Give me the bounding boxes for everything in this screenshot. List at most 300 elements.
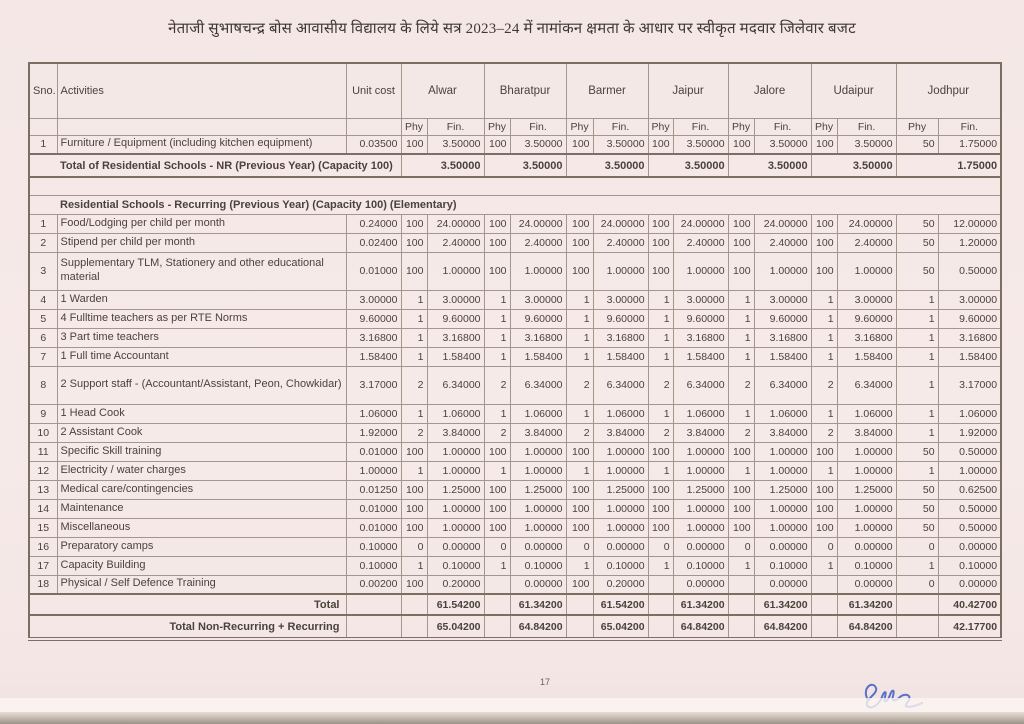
fin-cell: 0.00000: [938, 537, 1001, 556]
fin-cell: 3.00000: [593, 290, 648, 309]
fin-cell: 1.25000: [593, 480, 648, 499]
fin-cell: 3.16800: [754, 328, 811, 347]
phy-cell: 2: [728, 423, 754, 442]
empty-header-cell: [57, 118, 346, 135]
fin-total-cell: 61.34200: [754, 594, 811, 615]
phy-cell: 1: [896, 309, 938, 328]
district-header: Bharatpur: [484, 63, 566, 118]
phy-cell: 1: [728, 309, 754, 328]
fin-cell: 0.10000: [837, 556, 896, 575]
phy-cell: 1: [401, 309, 427, 328]
phy-cell: 100: [728, 499, 754, 518]
phy-cell: 0: [896, 575, 938, 594]
fin-total-cell: 3.50000: [484, 154, 566, 177]
phy-cell: [401, 615, 427, 639]
phy-cell: 100: [648, 518, 673, 537]
fin-cell: 0.50000: [938, 442, 1001, 461]
phy-cell: [896, 615, 938, 639]
fin-cell: 1.20000: [938, 233, 1001, 252]
phy-cell: 1: [728, 556, 754, 575]
unit-cost-cell: 1.92000: [346, 423, 401, 442]
phy-cell: 100: [648, 442, 673, 461]
fin-total-cell: 61.54200: [427, 594, 484, 615]
unit-cost-cell: 0.01000: [346, 442, 401, 461]
fin-total-cell: 64.84200: [837, 615, 896, 639]
fin-header: Fin.: [754, 118, 811, 135]
phy-cell: 100: [484, 518, 510, 537]
table-row: [29, 461, 1001, 480]
phy-cell: 0: [728, 537, 754, 556]
phy-cell: 1: [728, 290, 754, 309]
phy-cell: 100: [566, 135, 593, 154]
phy-cell: 2: [811, 423, 837, 442]
fin-cell: 1.92000: [938, 423, 1001, 442]
fin-cell: 2.40000: [593, 233, 648, 252]
phy-cell: 50: [896, 135, 938, 154]
sno-cell: 14: [29, 499, 57, 518]
fin-cell: 1.00000: [427, 252, 484, 290]
district-header: Jodhpur: [896, 63, 1001, 118]
phy-cell: 100: [566, 480, 593, 499]
table-row: [29, 442, 1001, 461]
table-row: [29, 135, 1001, 154]
fin-header: Fin.: [593, 118, 648, 135]
phy-cell: 100: [811, 252, 837, 290]
phy-cell: 1: [648, 556, 673, 575]
table-row: [29, 328, 1001, 347]
fin-total-cell: 40.42700: [938, 594, 1001, 615]
unit-cost-cell: [346, 594, 401, 615]
phy-header: Phy: [896, 118, 938, 135]
phy-cell: [648, 615, 673, 639]
sno-cell: 11: [29, 442, 57, 461]
phy-cell: 100: [648, 499, 673, 518]
phy-cell: 100: [728, 518, 754, 537]
phy-cell: 1: [484, 290, 510, 309]
fin-cell: 3.84000: [427, 423, 484, 442]
phy-cell: 1: [484, 404, 510, 423]
fin-total-cell: 61.54200: [593, 594, 648, 615]
empty-header-cell: [346, 118, 401, 135]
phy-cell: [896, 594, 938, 615]
table-row: [29, 499, 1001, 518]
table-row: [29, 404, 1001, 423]
fin-cell: 1.06000: [510, 404, 566, 423]
phy-cell: 100: [401, 442, 427, 461]
spacer-cell: [29, 177, 1001, 195]
fin-cell: 3.00000: [427, 290, 484, 309]
table-row: [29, 518, 1001, 537]
fin-cell: 1.25000: [673, 480, 728, 499]
phy-cell: 1: [896, 328, 938, 347]
fin-cell: 2.40000: [427, 233, 484, 252]
sno-cell: 6: [29, 328, 57, 347]
fin-cell: 1.00000: [837, 499, 896, 518]
fin-header: Fin.: [510, 118, 566, 135]
phy-cell: 1: [566, 347, 593, 366]
fin-cell: 0.00000: [673, 575, 728, 594]
fin-cell: 3.84000: [673, 423, 728, 442]
fin-header: Fin.: [837, 118, 896, 135]
fin-cell: 1.00000: [510, 518, 566, 537]
unit-cost-cell: 0.01250: [346, 480, 401, 499]
sno-cell: 3: [29, 252, 57, 290]
phy-cell: 0: [566, 537, 593, 556]
phy-cell: 1: [896, 556, 938, 575]
fin-cell: 1.58400: [593, 347, 648, 366]
district-header: Udaipur: [811, 63, 896, 118]
phy-cell: 2: [401, 423, 427, 442]
activity-cell: Specific Skill training: [57, 442, 346, 461]
fin-cell: 1.06000: [938, 404, 1001, 423]
unit-cost-cell: 0.01000: [346, 518, 401, 537]
fin-cell: 1.00000: [427, 499, 484, 518]
phy-cell: 100: [648, 233, 673, 252]
phy-cell: 1: [648, 347, 673, 366]
fin-cell: 1.00000: [673, 252, 728, 290]
total-label-cell: Total of Residential Schools - NR (Previous Year) (Capacity 100): [29, 154, 401, 177]
fin-cell: 0.00000: [754, 575, 811, 594]
table-row: [29, 480, 1001, 499]
fin-cell: 3.16800: [673, 328, 728, 347]
unit-cost-cell: 0.01000: [346, 252, 401, 290]
fin-cell: 24.00000: [510, 214, 566, 233]
fin-cell: 0.50000: [938, 518, 1001, 537]
fin-cell: 1.06000: [837, 404, 896, 423]
phy-cell: 100: [566, 575, 593, 594]
header-districts-row: [29, 63, 1001, 118]
phy-cell: 100: [401, 233, 427, 252]
phy-cell: 50: [896, 252, 938, 290]
phy-cell: [811, 594, 837, 615]
activity-cell: Medical care/contingencies: [57, 480, 346, 499]
table-row: [29, 252, 1001, 290]
fin-cell: 1.00000: [673, 518, 728, 537]
fin-cell: 9.60000: [673, 309, 728, 328]
fin-cell: 3.16800: [427, 328, 484, 347]
fin-cell: 24.00000: [673, 214, 728, 233]
unit-cost-cell: 1.00000: [346, 461, 401, 480]
fin-cell: 1.06000: [673, 404, 728, 423]
phy-cell: 1: [648, 404, 673, 423]
phy-cell: 100: [648, 480, 673, 499]
sno-cell: 1: [29, 214, 57, 233]
phy-cell: 2: [566, 423, 593, 442]
fin-cell: 1.25000: [754, 480, 811, 499]
phy-cell: [566, 615, 593, 639]
fin-cell: 3.16800: [938, 328, 1001, 347]
fin-cell: 0.00000: [593, 537, 648, 556]
fin-cell: 1.00000: [673, 499, 728, 518]
total-row: [29, 615, 1001, 639]
fin-cell: 1.00000: [938, 461, 1001, 480]
table-row: [29, 575, 1001, 594]
budget-table: [28, 62, 1002, 641]
table-row: [29, 556, 1001, 575]
phy-cell: 100: [728, 233, 754, 252]
phy-cell: 1: [811, 404, 837, 423]
phy-cell: 2: [728, 366, 754, 404]
phy-cell: 1: [896, 461, 938, 480]
sno-cell: 7: [29, 347, 57, 366]
phy-cell: 100: [648, 214, 673, 233]
fin-cell: 1.00000: [593, 252, 648, 290]
sno-cell: 18: [29, 575, 57, 594]
phy-cell: 2: [566, 366, 593, 404]
phy-cell: 100: [811, 214, 837, 233]
fin-cell: 2.40000: [837, 233, 896, 252]
fin-cell: 6.34000: [673, 366, 728, 404]
phy-cell: 1: [566, 309, 593, 328]
fin-cell: 3.00000: [673, 290, 728, 309]
fin-cell: 3.00000: [754, 290, 811, 309]
fin-cell: 1.58400: [510, 347, 566, 366]
fin-cell: 3.50000: [673, 135, 728, 154]
phy-cell: [728, 615, 754, 639]
phy-cell: 100: [811, 499, 837, 518]
sno-header: Sno.: [29, 63, 57, 118]
phy-header: Phy: [566, 118, 593, 135]
fin-cell: 9.60000: [837, 309, 896, 328]
phy-cell: 100: [401, 480, 427, 499]
phy-cell: 100: [648, 135, 673, 154]
fin-cell: 24.00000: [754, 214, 811, 233]
activity-cell: 4 Fulltime teachers as per RTE Norms: [57, 309, 346, 328]
phy-cell: 100: [811, 135, 837, 154]
unit-cost-cell: 0.10000: [346, 537, 401, 556]
phy-cell: 100: [401, 135, 427, 154]
phy-cell: 100: [648, 252, 673, 290]
phy-cell: 1: [484, 556, 510, 575]
phy-cell: 50: [896, 480, 938, 499]
phy-cell: [648, 594, 673, 615]
phy-header: Phy: [648, 118, 673, 135]
activity-cell: Preparatory camps: [57, 537, 346, 556]
scan-edge-shadow: [0, 712, 1024, 724]
fin-cell: 3.00000: [510, 290, 566, 309]
fin-total-cell: 3.50000: [811, 154, 896, 177]
fin-total-cell: 61.34200: [837, 594, 896, 615]
phy-cell: 1: [728, 404, 754, 423]
phy-cell: 100: [811, 442, 837, 461]
sno-cell: 9: [29, 404, 57, 423]
phy-cell: 1: [566, 556, 593, 575]
phy-cell: 100: [401, 518, 427, 537]
section-header-row: [29, 195, 1001, 214]
phy-cell: 100: [811, 233, 837, 252]
fin-cell: 2.40000: [673, 233, 728, 252]
fin-cell: 3.50000: [593, 135, 648, 154]
phy-cell: 100: [484, 442, 510, 461]
phy-cell: 50: [896, 233, 938, 252]
activity-cell: Physical / Self Defence Training: [57, 575, 346, 594]
fin-cell: 6.34000: [754, 366, 811, 404]
phy-cell: 100: [566, 233, 593, 252]
fin-total-cell: 3.50000: [728, 154, 811, 177]
phy-cell: 1: [566, 290, 593, 309]
fin-total-cell: 65.04200: [593, 615, 648, 639]
phy-cell: [811, 575, 837, 594]
activity-cell: Miscellaneous: [57, 518, 346, 537]
phy-cell: 1: [811, 290, 837, 309]
phy-cell: 1: [728, 328, 754, 347]
phy-cell: 100: [484, 480, 510, 499]
phy-cell: 1: [401, 404, 427, 423]
fin-cell: 1.00000: [593, 499, 648, 518]
phy-cell: 100: [401, 252, 427, 290]
fin-cell: 6.34000: [427, 366, 484, 404]
fin-cell: 1.58400: [754, 347, 811, 366]
table-row: [29, 233, 1001, 252]
phy-cell: 100: [811, 480, 837, 499]
table-row: [29, 309, 1001, 328]
district-header: Barmer: [566, 63, 648, 118]
fin-cell: 1.06000: [754, 404, 811, 423]
phy-cell: 50: [896, 214, 938, 233]
fin-cell: 0.00000: [427, 537, 484, 556]
sno-cell: 8: [29, 366, 57, 404]
activity-cell: 2 Support staff - (Accountant/Assistant, Peon, Chowkidar): [57, 366, 346, 404]
unit-cost-cell: 0.00200: [346, 575, 401, 594]
activity-cell: 1 Full time Accountant: [57, 347, 346, 366]
phy-cell: [728, 575, 754, 594]
fin-cell: 12.00000: [938, 214, 1001, 233]
phy-cell: 1: [648, 328, 673, 347]
fin-cell: 3.50000: [427, 135, 484, 154]
district-header: Jalore: [728, 63, 811, 118]
phy-cell: 1: [401, 328, 427, 347]
unit-cost-cell: 1.06000: [346, 404, 401, 423]
fin-cell: 1.00000: [754, 518, 811, 537]
fin-cell: 1.00000: [673, 461, 728, 480]
fin-cell: 9.60000: [593, 309, 648, 328]
fin-cell: 1.00000: [754, 499, 811, 518]
phy-cell: 100: [566, 214, 593, 233]
fin-cell: 3.00000: [938, 290, 1001, 309]
activity-cell: Maintenance: [57, 499, 346, 518]
phy-cell: 1: [401, 347, 427, 366]
fin-total-cell: 61.34200: [510, 594, 566, 615]
unit-cost-header: Unit cost: [346, 63, 401, 118]
activities-header: Activities: [57, 63, 346, 118]
phy-cell: 100: [728, 135, 754, 154]
phy-cell: [484, 575, 510, 594]
sno-cell: 4: [29, 290, 57, 309]
phy-cell: 1: [811, 461, 837, 480]
fin-cell: 0.10000: [673, 556, 728, 575]
fin-total-cell: 3.50000: [648, 154, 728, 177]
empty-header-cell: [29, 118, 57, 135]
phy-cell: [484, 615, 510, 639]
table-row: [29, 537, 1001, 556]
fin-cell: 0.20000: [593, 575, 648, 594]
phy-cell: 1: [811, 347, 837, 366]
phy-cell: 100: [484, 135, 510, 154]
phy-cell: [401, 594, 427, 615]
header-phy-fin-row: [29, 118, 1001, 135]
total-label-cell: Total: [29, 594, 346, 615]
fin-cell: 9.60000: [938, 309, 1001, 328]
activity-cell: 3 Part time teachers: [57, 328, 346, 347]
activity-cell: Food/Lodging per child per month: [57, 214, 346, 233]
phy-cell: 100: [728, 442, 754, 461]
fin-cell: 2.40000: [754, 233, 811, 252]
fin-cell: 1.00000: [510, 442, 566, 461]
phy-cell: [728, 594, 754, 615]
fin-cell: 1.25000: [510, 480, 566, 499]
unit-cost-cell: 0.01000: [346, 499, 401, 518]
fin-total-cell: 64.84200: [510, 615, 566, 639]
fin-cell: 0.00000: [754, 537, 811, 556]
activity-cell: Supplementary TLM, Stationery and other educational material: [57, 252, 346, 290]
phy-cell: 50: [896, 499, 938, 518]
fin-cell: 0.20000: [427, 575, 484, 594]
fin-cell: 1.00000: [754, 252, 811, 290]
sno-cell: 13: [29, 480, 57, 499]
sno-cell: 17: [29, 556, 57, 575]
fin-cell: 6.34000: [837, 366, 896, 404]
fin-total-cell: 64.84200: [673, 615, 728, 639]
fin-cell: 24.00000: [837, 214, 896, 233]
phy-cell: 1: [896, 423, 938, 442]
fin-cell: 9.60000: [754, 309, 811, 328]
phy-header: Phy: [811, 118, 837, 135]
spacer-row: [29, 177, 1001, 195]
phy-cell: 1: [811, 556, 837, 575]
fin-cell: 1.58400: [837, 347, 896, 366]
fin-cell: 1.58400: [427, 347, 484, 366]
unit-cost-cell: [346, 615, 401, 639]
fin-cell: 1.06000: [593, 404, 648, 423]
phy-cell: 1: [896, 347, 938, 366]
phy-cell: 100: [566, 518, 593, 537]
fin-cell: 0.00000: [673, 537, 728, 556]
fin-cell: 3.16800: [593, 328, 648, 347]
phy-cell: 2: [648, 423, 673, 442]
fin-cell: 3.84000: [593, 423, 648, 442]
phy-cell: 1: [648, 290, 673, 309]
total-row: [29, 154, 1001, 177]
fin-cell: 1.58400: [673, 347, 728, 366]
phy-cell: 1: [728, 461, 754, 480]
fin-cell: 3.50000: [510, 135, 566, 154]
phy-cell: 100: [728, 214, 754, 233]
fin-cell: 1.00000: [510, 499, 566, 518]
fin-cell: 1.00000: [837, 442, 896, 461]
phy-cell: 0: [484, 537, 510, 556]
phy-cell: [648, 575, 673, 594]
scan-light-band: [0, 698, 1024, 712]
phy-cell: 2: [484, 423, 510, 442]
unit-cost-cell: 9.60000: [346, 309, 401, 328]
fin-cell: 0.10000: [427, 556, 484, 575]
fin-cell: 3.16800: [510, 328, 566, 347]
phy-cell: 1: [401, 556, 427, 575]
fin-cell: 3.17000: [938, 366, 1001, 404]
document-title: नेताजी सुभाषचन्द्र बोस आवासीय विद्यालय के लिये सत्र 2023–24 में नामांकन क्षमता के आधार पर स्वीकृत मदवार जिलेवार बजट: [168, 21, 856, 37]
fin-cell: 3.84000: [754, 423, 811, 442]
fin-cell: 1.00000: [837, 252, 896, 290]
page-number: 17: [540, 677, 551, 687]
phy-cell: 1: [728, 347, 754, 366]
fin-cell: 3.00000: [837, 290, 896, 309]
sno-cell: 16: [29, 537, 57, 556]
phy-cell: 100: [484, 233, 510, 252]
total-row: [29, 594, 1001, 615]
unit-cost-cell: 0.02400: [346, 233, 401, 252]
fin-cell: 1.00000: [593, 518, 648, 537]
phy-cell: [566, 594, 593, 615]
